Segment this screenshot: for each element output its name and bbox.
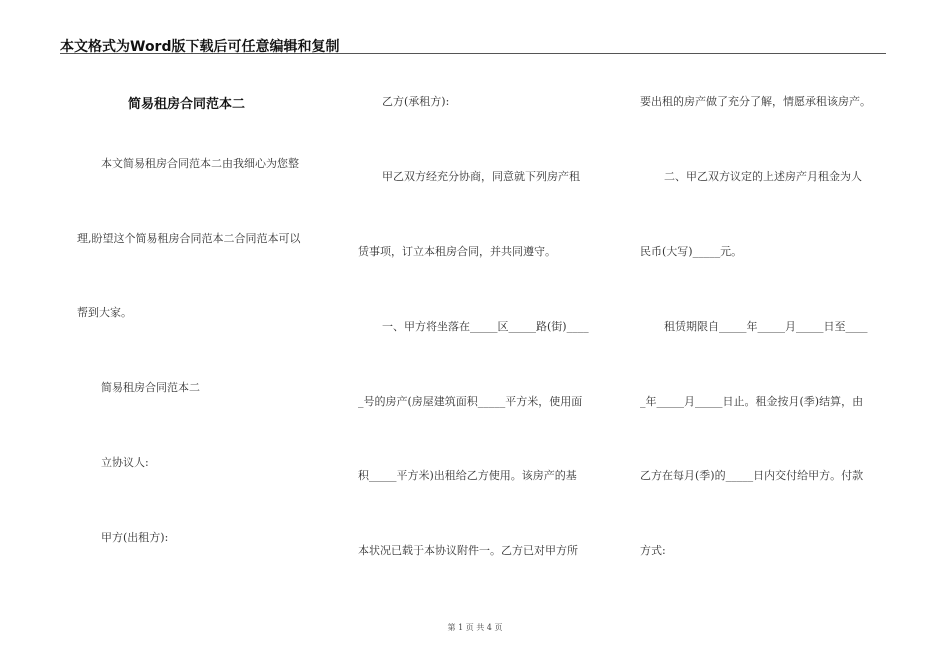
paragraph-line: 积_____平方米)出租给乙方使用。该房产的基: [358, 469, 577, 482]
paragraph-line: 甲乙双方经充分协商，同意就下列房产租: [382, 170, 580, 183]
paragraph-line: 民币(大写)_____元。: [640, 245, 743, 258]
paragraph-line: 要出租的房产做了充分了解，情愿承租该房产。: [640, 95, 871, 108]
document-header-title: 本文格式为Word版下载后可任意编辑和复制: [60, 39, 340, 55]
paragraph-line: _年_____月_____日止。租金按月(季)结算，由: [640, 395, 864, 408]
paragraph-line: _号的房产(房屋建筑面积_____平方米，使用面: [358, 395, 583, 408]
paragraph-line: 方式:: [640, 544, 666, 557]
paragraph-line: 本文简易租房合同范本二由我细心为您整: [101, 157, 299, 170]
paragraph-line: 乙方在每月(季)的_____日内交付给甲方。付款: [640, 469, 864, 482]
document-title: 简易租房合同范本二: [128, 97, 246, 112]
paragraph-line: 二、甲乙双方议定的上述房产月租金为人: [664, 170, 862, 183]
paragraph-line: 乙方(承租方):: [382, 95, 450, 108]
paragraph-line: 租赁期限自_____年_____月_____日至____: [664, 320, 868, 333]
paragraph-line: 帮到大家。: [77, 306, 132, 319]
paragraph-line: 甲方(出租方):: [101, 531, 169, 544]
paragraph-line: 本状况已载于本协议附件一。乙方已对甲方所: [358, 544, 578, 557]
paragraph-line: 立协议人:: [101, 456, 149, 469]
paragraph-line: 一、甲方将坐落在_____区_____路(街)____: [382, 320, 589, 333]
page-number: 第 1 页 共 4 页: [447, 623, 503, 632]
paragraph-line: 赁事项，订立本租房合同，并共同遵守。: [358, 245, 556, 258]
paragraph-line: 理,盼望这个简易租房合同范本二合同范本可以: [77, 232, 301, 245]
paragraph-line: 简易租房合同范本二: [101, 381, 200, 394]
